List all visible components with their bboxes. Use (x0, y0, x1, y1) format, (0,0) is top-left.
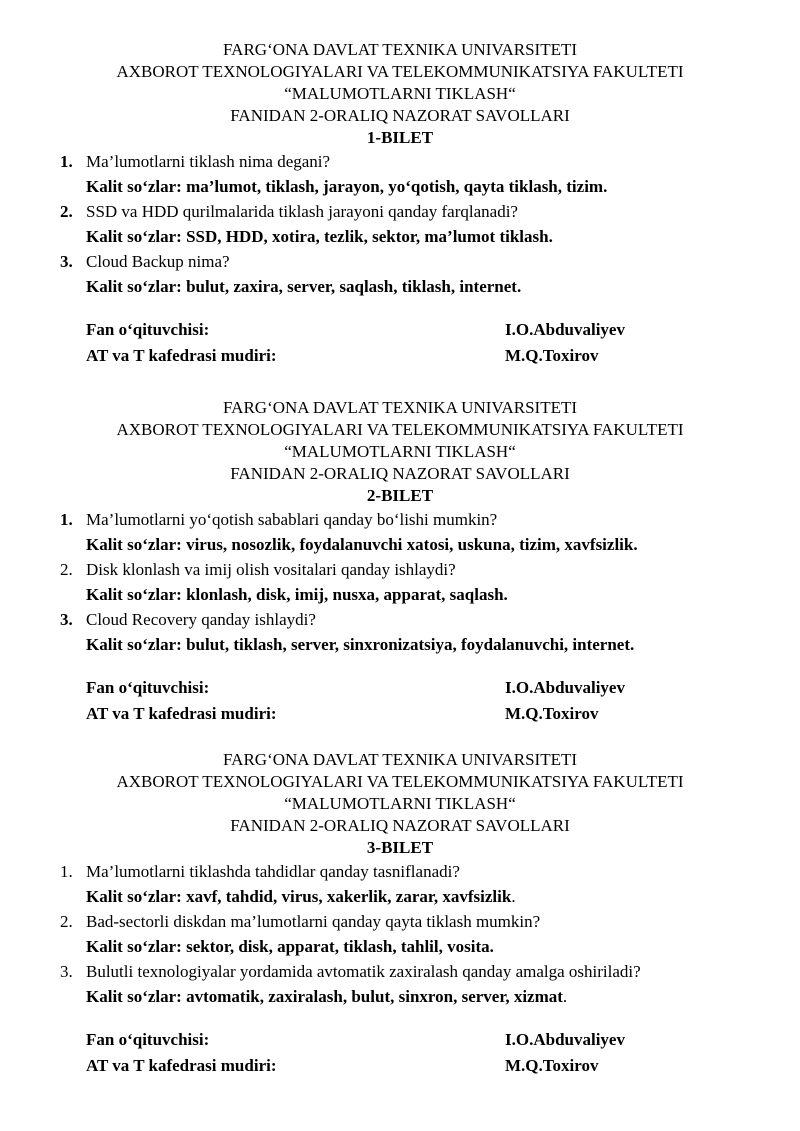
ticket-header (0, 39, 800, 149)
question (60, 607, 800, 632)
keywords-text: Kalit so‘zlar: bulut, zaxira, server, saqlash, tiklash, internet. (86, 277, 522, 296)
question (60, 557, 800, 582)
keywords (86, 174, 800, 199)
keywords-end: . (562, 987, 568, 1006)
ticket-1 (0, 39, 800, 369)
question-text: Cloud Recovery qanday ishlaydi? (86, 610, 316, 629)
teacher-signature (86, 1027, 800, 1053)
question (60, 507, 800, 532)
keywords (86, 224, 800, 249)
teacher-role: Fan o‘qituvchisi: (86, 1030, 210, 1049)
question-number: 3. (60, 962, 73, 981)
head-role: AT va T kafedrasi mudiri: (86, 346, 277, 365)
head-signature (86, 343, 800, 369)
exam-title: FANIDAN 2-ORALIQ NAZORAT SAVOLLARI (230, 106, 570, 125)
head-name: M.Q.Toxirov (505, 346, 599, 365)
faculty-name: AXBOROT TEXNOLOGIYALARI VA TELEKOMMUNIKATSIYA FAKULTETI (116, 420, 684, 439)
teacher-signature (86, 675, 800, 701)
ticket-title: 3-BILET (366, 838, 434, 857)
keywords-text: Kalit so‘zlar: ma’lumot, tiklash, jarayon, yo‘qotish, qayta tiklash, tizim. (86, 177, 608, 196)
keywords-text: Kalit so‘zlar: avtomatik, zaxiralash, bulut, sinxron, server, xizmat (86, 987, 563, 1006)
exam-title: FANIDAN 2-ORALIQ NAZORAT SAVOLLARI (230, 464, 570, 483)
faculty-name: AXBOROT TEXNOLOGIYALARI VA TELEKOMMUNIKATSIYA FAKULTETI (116, 62, 684, 81)
head-signature (86, 701, 800, 727)
keywords-text: Kalit so‘zlar: virus, nosozlik, foydalanuvchi xatosi, uskuna, tizim, xavfsizlik. (86, 535, 638, 554)
teacher-role: Fan o‘qituvchisi: (86, 320, 210, 339)
head-name: M.Q.Toxirov (505, 1056, 599, 1075)
question-text: Bad-sectorli diskdan ma’lumotlarni qanday qayta tiklash mumkin? (86, 912, 541, 931)
subject-name: “MALUMOTLARNI TIKLASH“ (284, 442, 516, 461)
keywords (86, 274, 800, 299)
head-role: AT va T kafedrasi mudiri: (86, 1056, 277, 1075)
question (60, 909, 800, 934)
keywords-end: . (511, 887, 516, 906)
question-number: 1. (60, 152, 73, 171)
keywords-text: Kalit so‘zlar: sektor, disk, apparat, tiklash, tahlil, vosita. (86, 937, 494, 956)
head-name: M.Q.Toxirov (505, 704, 599, 723)
ticket-2 (0, 397, 800, 727)
ticket-header (0, 749, 800, 859)
faculty-name: AXBOROT TEXNOLOGIYALARI VA TELEKOMMUNIKATSIYA FAKULTETI (116, 772, 684, 791)
university-name: FARG‘ONA DAVLAT TEXNIKA UNIVARSITETI (222, 40, 578, 59)
question-text: Ma’lumotlarni yo‘qotish sabablari qanday bo‘lishi mumkin? (86, 510, 498, 529)
keywords (86, 582, 800, 607)
question-text: Ma’lumotlarni tiklashda tahdidlar qanday tasniflanadi? (86, 862, 460, 881)
head-signature (86, 1053, 800, 1079)
keywords (86, 934, 800, 959)
question-number: 2. (60, 560, 73, 579)
ticket-3 (0, 749, 800, 1079)
question-text: Disk klonlash va imij olish vositalari qanday ishlaydi? (86, 560, 456, 579)
question-number: 3. (60, 610, 73, 629)
question (60, 859, 800, 884)
ticket-title: 2-BILET (366, 486, 434, 505)
keywords (86, 984, 800, 1009)
keywords-text: Kalit so‘zlar: SSD, HDD, xotira, tezlik, sektor, ma’lumot tiklash. (86, 227, 553, 246)
question-number: 2. (60, 202, 73, 221)
question (60, 199, 800, 224)
keywords-text: Kalit so‘zlar: xavf, tahdid, virus, xakerlik, zarar, xavfsizlik (86, 887, 512, 906)
question-number: 1. (60, 510, 73, 529)
question (60, 249, 800, 274)
question-number: 3. (60, 252, 73, 271)
teacher-role: Fan o‘qituvchisi: (86, 678, 210, 697)
university-name: FARG‘ONA DAVLAT TEXNIKA UNIVARSITETI (222, 398, 578, 417)
ticket-title: 1-BILET (366, 128, 434, 147)
exam-title: FANIDAN 2-ORALIQ NAZORAT SAVOLLARI (230, 816, 570, 835)
teacher-name: I.O.Abduvaliyev (505, 1030, 625, 1049)
ticket-header (0, 397, 800, 507)
keywords (86, 884, 800, 909)
question-text: Ma’lumotlarni tiklash nima degani? (86, 152, 331, 171)
university-name: FARG‘ONA DAVLAT TEXNIKA UNIVARSITETI (222, 750, 578, 769)
keywords (86, 632, 800, 657)
question-text: SSD va HDD qurilmalarida tiklash jarayoni qanday farqlanadi? (86, 202, 518, 221)
question-text: Cloud Backup nima? (86, 252, 230, 271)
keywords (86, 532, 800, 557)
teacher-signature (86, 317, 800, 343)
question-number: 1. (60, 862, 73, 881)
teacher-name: I.O.Abduvaliyev (505, 320, 625, 339)
question-text: Bulutli texnologiyalar yordamida avtomatik zaxiralash qanday amalga oshiriladi? (86, 962, 641, 981)
head-role: AT va T kafedrasi mudiri: (86, 704, 277, 723)
question (60, 149, 800, 174)
question-number: 2. (60, 912, 73, 931)
subject-name: “MALUMOTLARNI TIKLASH“ (284, 794, 516, 813)
question (60, 959, 800, 984)
keywords-text: Kalit so‘zlar: klonlash, disk, imij, nusxa, apparat, saqlash. (86, 585, 508, 604)
subject-name: “MALUMOTLARNI TIKLASH“ (284, 84, 516, 103)
teacher-name: I.O.Abduvaliyev (505, 678, 625, 697)
keywords-text: Kalit so‘zlar: bulut, tiklash, server, sinxronizatsiya, foydalanuvchi, internet. (86, 635, 635, 654)
